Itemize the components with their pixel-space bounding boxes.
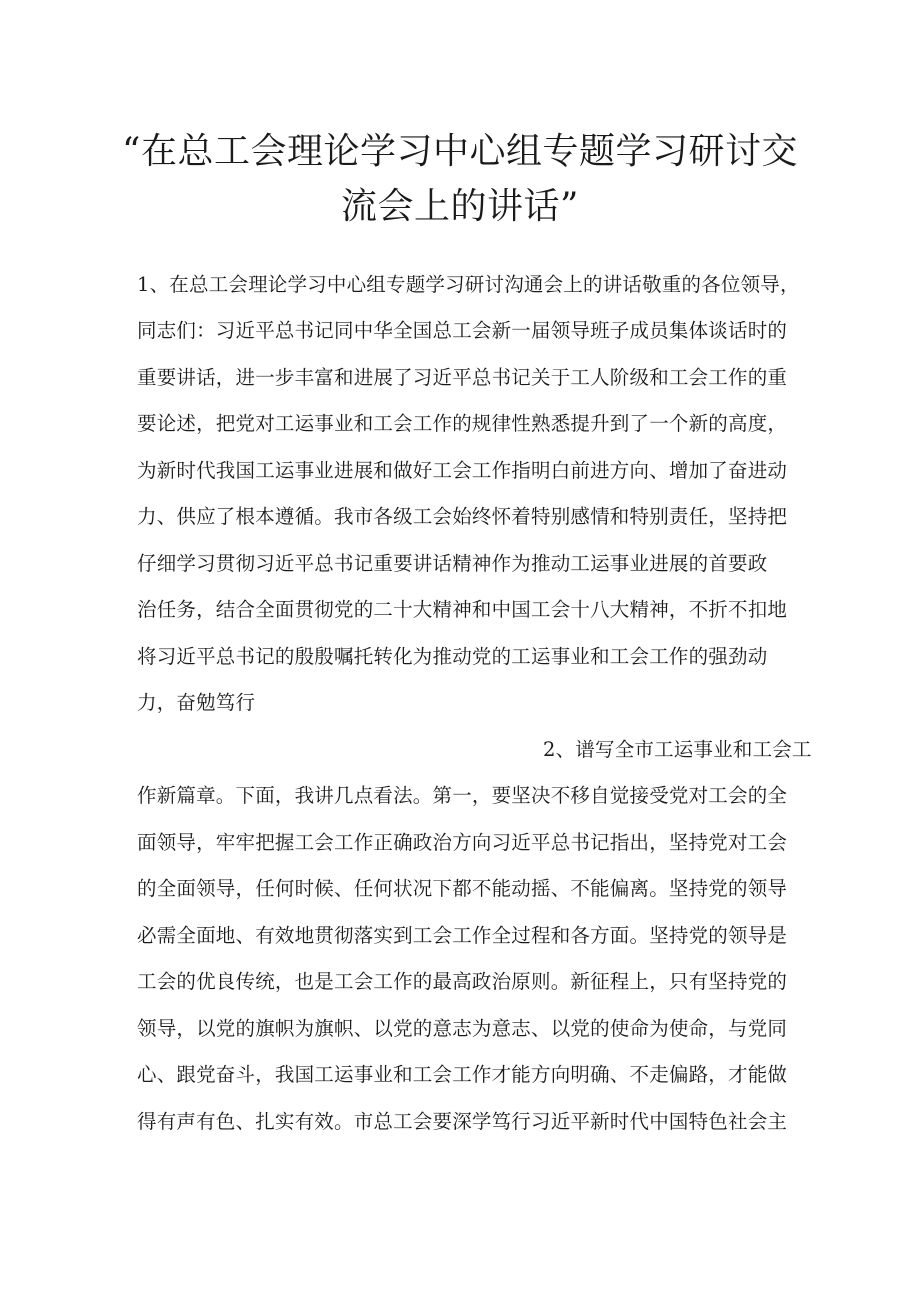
paragraph-1-line: 仔细学习贯彻习近平总书记重要讲话精神作为推动工运事业进展的首要政 — [137, 552, 768, 575]
paragraph-2-line: 作新篇章。下面，我讲几点看法。第一，要坚决不移自觉接受党对工会的全 — [137, 784, 788, 807]
document-title-line-2: 流会上的讲话” — [341, 186, 579, 227]
paragraph-2-line: 2、谱写全市工运事业和工会工 — [543, 738, 812, 761]
paragraph-1-line: 力，奋勉笃行 — [137, 691, 256, 714]
paragraph-2-line: 心、跟党奋斗，我国工运事业和工会工作才能方向明确、不走偏路，才能做 — [137, 1063, 788, 1086]
paragraph-1-line: 要论述，把党对工运事业和工会工作的规律性熟悉提升到了一个新的高度， — [137, 412, 788, 435]
paragraph-1-line: 重要讲话，进一步丰富和进展了习近平总书记关于工人阶级和工会工作的重 — [137, 366, 788, 389]
paragraph-2-line: 领导，以党的旗帜为旗帜、以党的意志为意志、以党的使命为使命，与党同 — [137, 1017, 788, 1040]
paragraph-1-line: 力、供应了根本遵循。我市各级工会始终怀着特别感情和特别责任，坚持把 — [137, 505, 788, 528]
paragraph-2-line: 必需全面地、有效地贯彻落实到工会工作全过程和各方面。坚持党的领导是 — [137, 924, 788, 947]
document-title-line-1: “在总工会理论学习中心组专题学习研讨交 — [122, 131, 798, 172]
paragraph-2-line: 的全面领导，任何时候、任何状况下都不能动摇、不能偏离。坚持党的领导 — [137, 877, 788, 900]
paragraph-1-line: 1、在总工会理论学习中心组专题学习研讨沟通会上的讲话敬重的各位领导， — [137, 273, 800, 296]
paragraph-2-line: 面领导，牢牢把握工会工作正确政治方向习近平总书记指出，坚持党对工会 — [137, 831, 788, 854]
paragraph-2-line: 工会的优良传统，也是工会工作的最高政治原则。新征程上，只有坚持党的 — [137, 970, 788, 993]
paragraph-1-line: 治任务，结合全面贯彻党的二十大精神和中国工会十八大精神，不折不扣地 — [137, 598, 788, 621]
paragraph-1-line: 为新时代我国工运事业进展和做好工会工作指明白前进方向、增加了奋进动 — [137, 459, 788, 482]
paragraph-2-line: 得有声有色、扎实有效。市总工会要深学笃行习近平新时代中国特色社会主 — [137, 1110, 788, 1133]
paragraph-1-line: 将习近平总书记的殷殷嘱托转化为推动党的工运事业和工会工作的强劲动 — [137, 645, 768, 668]
paragraph-1-line: 同志们：习近平总书记同中华全国总工会新一届领导班子成员集体谈话时的 — [137, 319, 788, 342]
